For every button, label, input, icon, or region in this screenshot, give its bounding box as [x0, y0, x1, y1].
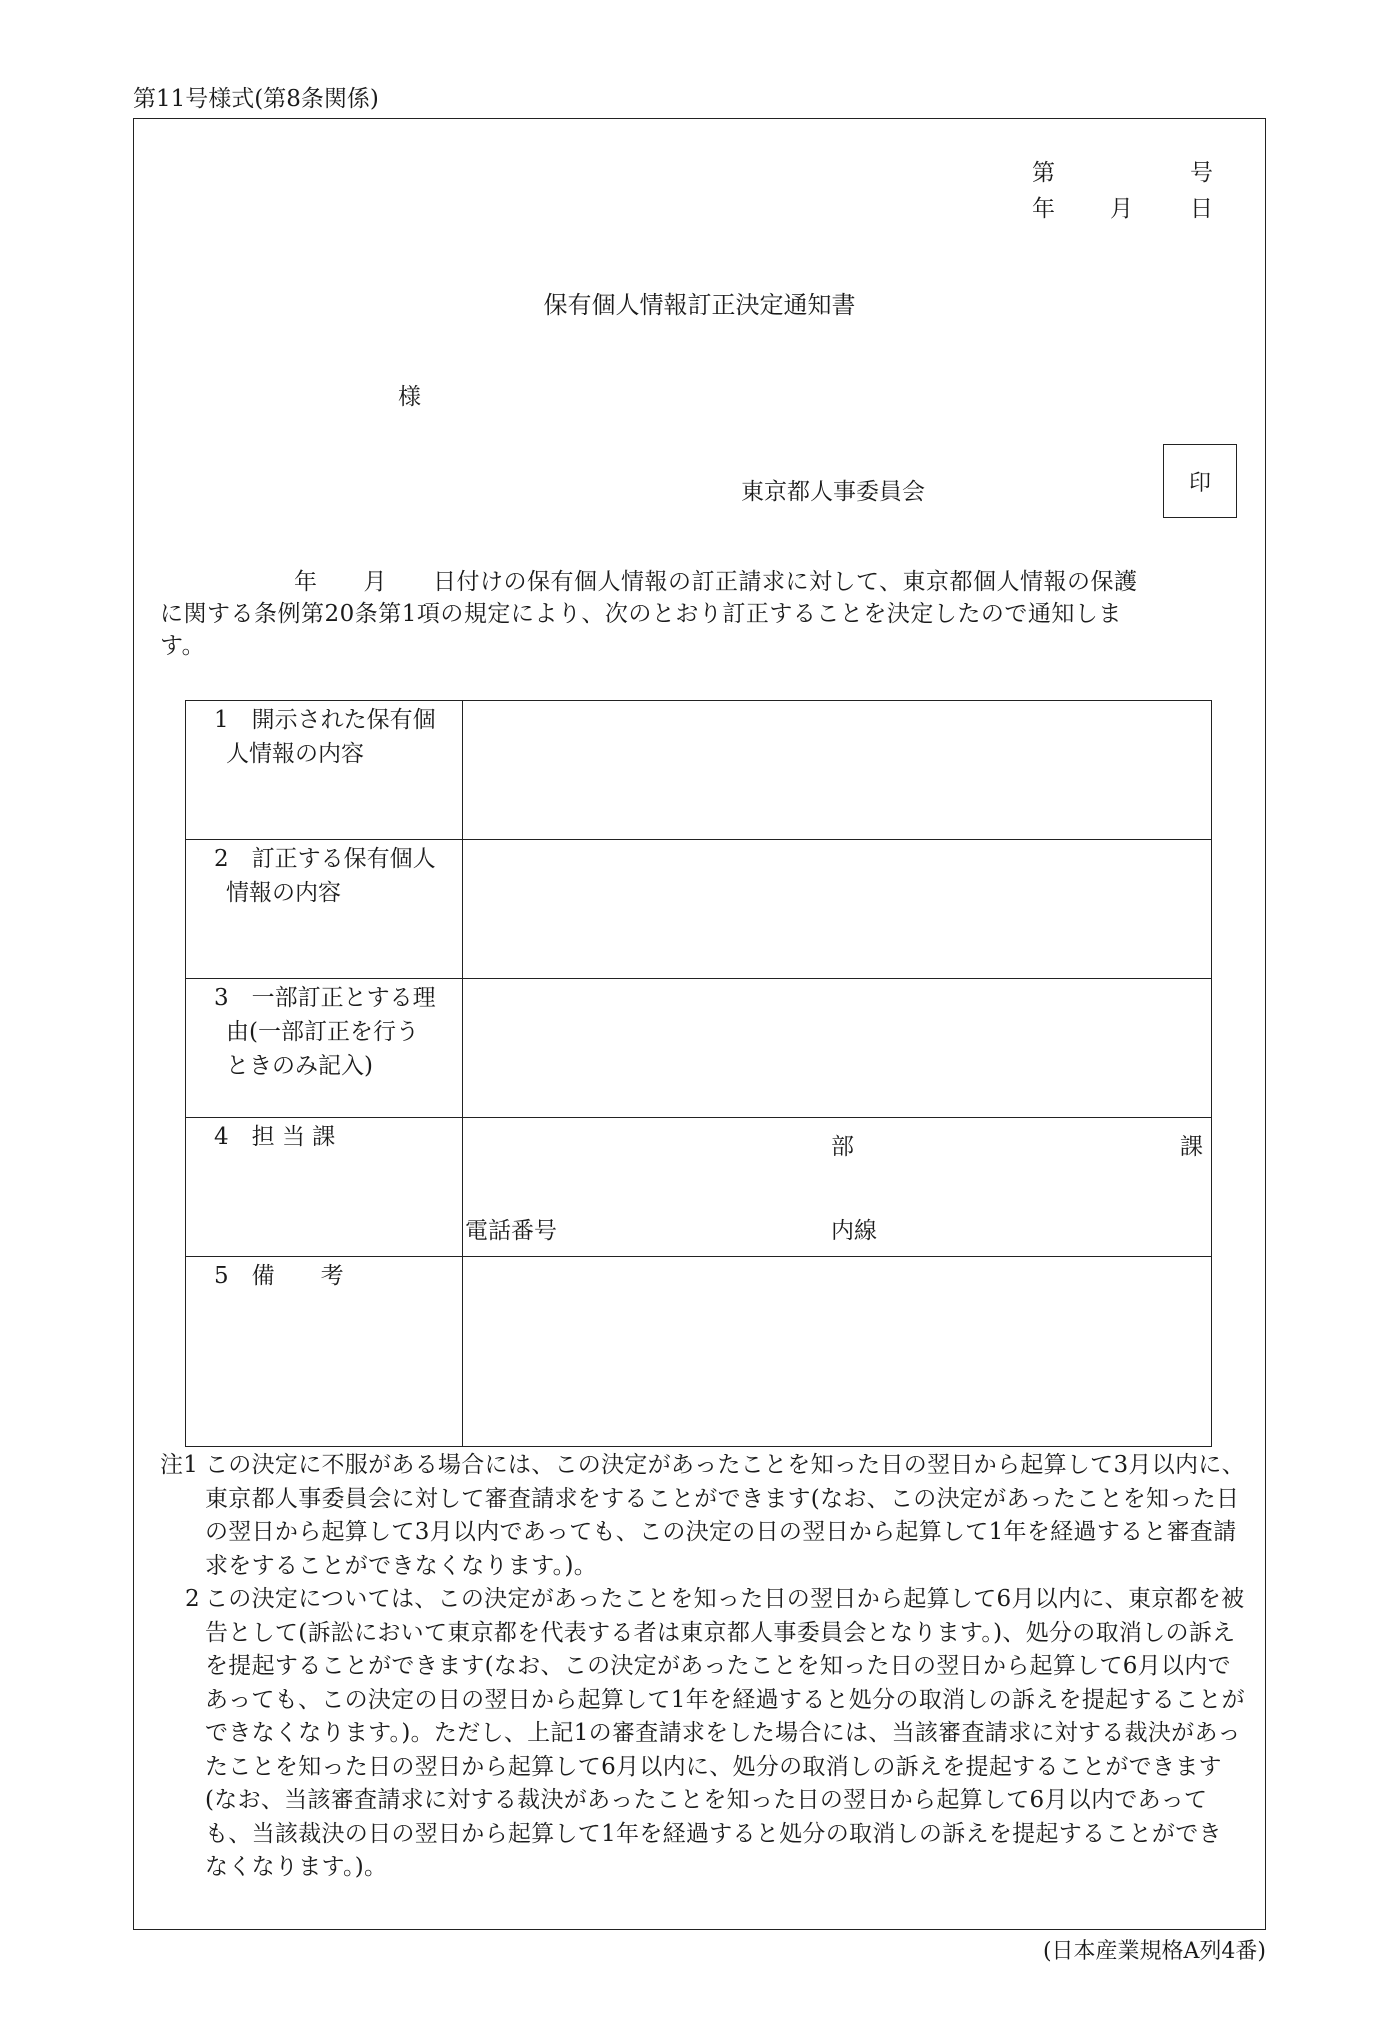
row3-label-line3: ときのみ記入) [226, 1053, 373, 1079]
row1-value-cell[interactable] [463, 701, 1212, 840]
row2-label [186, 840, 463, 979]
row4-label [186, 1118, 463, 1257]
seal-label: 印 [1188, 470, 1211, 496]
note-2-text: この決定については、この決定があったことを知った日の翌日から起算して6月以内に、東京都を被告として(訴訟において東京都を代表する者は東京都人事委員会となります。)、処分の取消しの訴えを提起することができます(なお、この決定があったことを知った日の翌日から起算して6月以内であっても、この決定の日の翌日から起算して1年を経過すると処分の取消しの訴えを提起することができなくなります。)。ただし、上記1の審査請求をした場合には、当該審査請求に対する裁決があったことを知った日の翌日から起算して6月以内に、処分の取消しの訴えを提起することができます(なお、当該審査請求に対する裁決があったことを知った日の翌日から起算して6月以内であっても、当該裁決の日の翌日から起算して1年を経過すると処分の取消しの訴えを提起することができなくなります。)。 [205, 1586, 1245, 1880]
row5-value-cell[interactable] [463, 1257, 1212, 1447]
row3-value-cell[interactable] [463, 979, 1212, 1118]
note-1-mark: 注1 [160, 1452, 199, 1478]
intro-month: 月 [363, 569, 387, 595]
row4-label-text: 4 担 当 課 [214, 1124, 336, 1150]
row2-label-line1: 2 訂正する保有個人 [214, 846, 436, 872]
row3-label-line2: 由(一部訂正を行う [226, 1019, 419, 1045]
issuer-name: 東京都人事委員会 [741, 479, 925, 505]
row2-value-cell[interactable] [463, 840, 1212, 979]
table-row [186, 840, 1212, 979]
department-suffix: 部 [831, 1134, 854, 1160]
doc-number-dai: 第 [1032, 160, 1055, 186]
intro-paragraph [160, 566, 1245, 662]
table-row [186, 1257, 1212, 1447]
document-title: 保有個人情報訂正決定通知書 [543, 291, 856, 319]
notes-section [160, 1449, 1245, 1885]
phone-label: 電話番号 [465, 1218, 557, 1244]
row4-value-cell[interactable] [463, 1118, 1212, 1257]
doc-date-day: 日 [1190, 196, 1213, 222]
seal-box [1163, 444, 1237, 518]
note-1 [160, 1449, 1245, 1583]
table-row [186, 1118, 1212, 1257]
intro-line1: 日付けの保有個人情報の訂正請求に対して、東京都個人情報の保護 [433, 569, 1138, 595]
form-number-label: 第11号様式(第8条関係) [133, 86, 379, 112]
note-2 [160, 1583, 1245, 1885]
note-1-text: この決定に不服がある場合には、この決定があったことを知った日の翌日から起算して3月以内に、東京都人事委員会に対して審査請求をすることができます(なお、この決定があったことを知った日の翌日から起算して3月以内であっても、この決定の日の翌日から起算して1年を経過すると審査請求をすることができなくなります。)。 [205, 1452, 1245, 1579]
extension-label: 内線 [831, 1218, 877, 1244]
table-row [186, 701, 1212, 840]
row2-label-line2: 情報の内容 [226, 880, 341, 906]
row5-label-text: 5 備 考 [214, 1263, 344, 1289]
row3-label [186, 979, 463, 1118]
table-row [186, 979, 1212, 1118]
doc-date-year: 年 [1032, 196, 1055, 222]
intro-line2: に関する条例第20条第1項の規定により、次のとおり訂正することを決定したので通知しま [160, 601, 1122, 627]
section-suffix: 課 [1180, 1134, 1203, 1160]
intro-year: 年 [294, 569, 318, 595]
row1-label-line1: 1 開示された保有個 [214, 707, 436, 733]
doc-number-go: 号 [1190, 160, 1213, 186]
note-2-mark: 2 [185, 1586, 200, 1612]
row3-label-line1: 3 一部訂正とする理 [214, 985, 436, 1011]
addressee-suffix: 様 [398, 384, 421, 410]
row5-label [186, 1257, 463, 1447]
row1-label [186, 701, 463, 840]
row1-label-line2: 人情報の内容 [226, 741, 364, 767]
decision-table [185, 700, 1212, 1447]
doc-date-month: 月 [1110, 196, 1133, 222]
paper-size-footer: (日本産業規格A列4番) [1042, 1939, 1266, 1964]
intro-line3: す。 [160, 633, 206, 659]
